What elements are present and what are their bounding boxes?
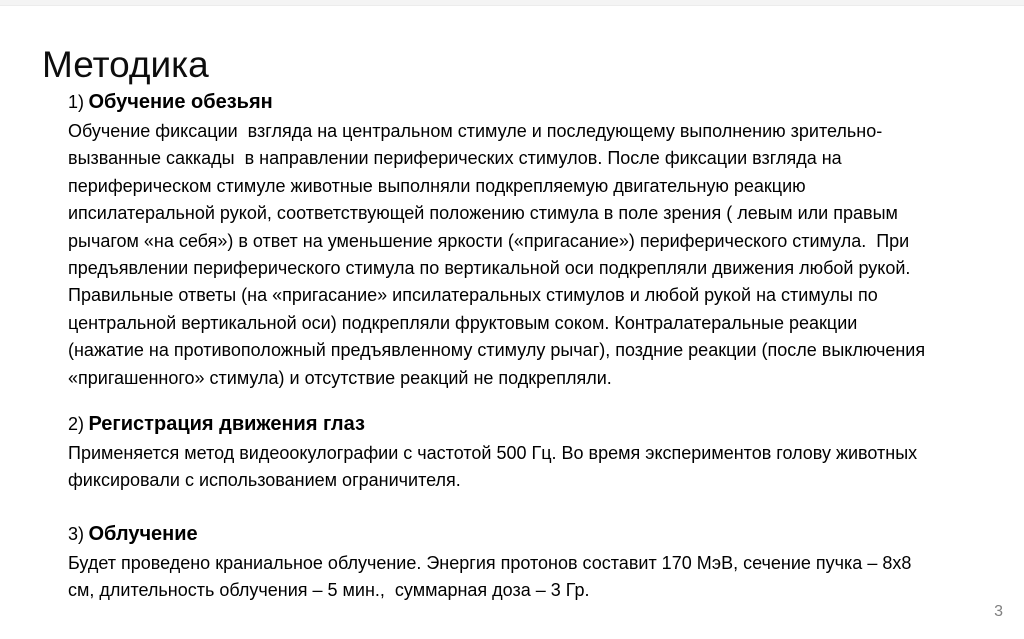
section-eye-movement-registration: [68, 410, 930, 495]
section-irradiation: [68, 520, 930, 605]
section-title: Обучение обезьян: [88, 91, 273, 113]
section-heading: [68, 88, 930, 118]
section-heading: [68, 410, 930, 440]
section-title: Облучение: [88, 522, 198, 545]
slide-title: Методика: [42, 43, 209, 85]
section-heading: [68, 520, 930, 550]
slide-content: [68, 88, 930, 605]
top-divider: [0, 0, 1024, 6]
section-number: 2): [68, 414, 85, 435]
section-number: 1): [68, 92, 85, 112]
section-gap: [68, 392, 930, 410]
section-body: Применяется метод видеоокулографии с частотой 500 Гц. Во время экспериментов голову животных фиксировали с использованием ограничителя.: [68, 443, 923, 491]
section-number: 3): [68, 523, 85, 544]
page-number: 3: [994, 603, 1003, 620]
section-body: Обучение фиксации взгляда на центральном стимуле и последующему выполнению зрительно-вызванные саккады в направлении периферических стимулов. После фиксации взгляда на периферическом стимуле животные выполняли подкрепляемую двигательную реакцию ипсилатеральной рукой, соответствующей положению стимула в поле зрения ( левым или правым рычагом «на себя») в ответ на уменьшение яркости («пригасание») периферического стимула. При предъявлении периферического стимула по вертикальной оси подкрепляли движения любой рукой. Правильные ответы (на «пригасание» ипсилатеральных стимулов и любой рукой на стимулы по центральной вертикальной оси) подкрепляли фруктовым соком. Контралатеральные реакции (нажатие на противоположный предъявленному стимулу рычаг), поздние реакции (после выключения «пригашенного» стимула) и отсутствие реакций не подкрепляли.: [68, 121, 931, 388]
section-training-monkeys: [68, 88, 930, 392]
section-title: Регистрация движения глаз: [88, 413, 365, 436]
section-body: Будет проведено краниальное облучение. Энергия протонов составит 170 МэВ, сечение пучка – 8х8 см, длительность облучения – 5 мин., суммарная доза – 3 Гр.: [68, 552, 917, 601]
section-gap: [68, 495, 930, 520]
